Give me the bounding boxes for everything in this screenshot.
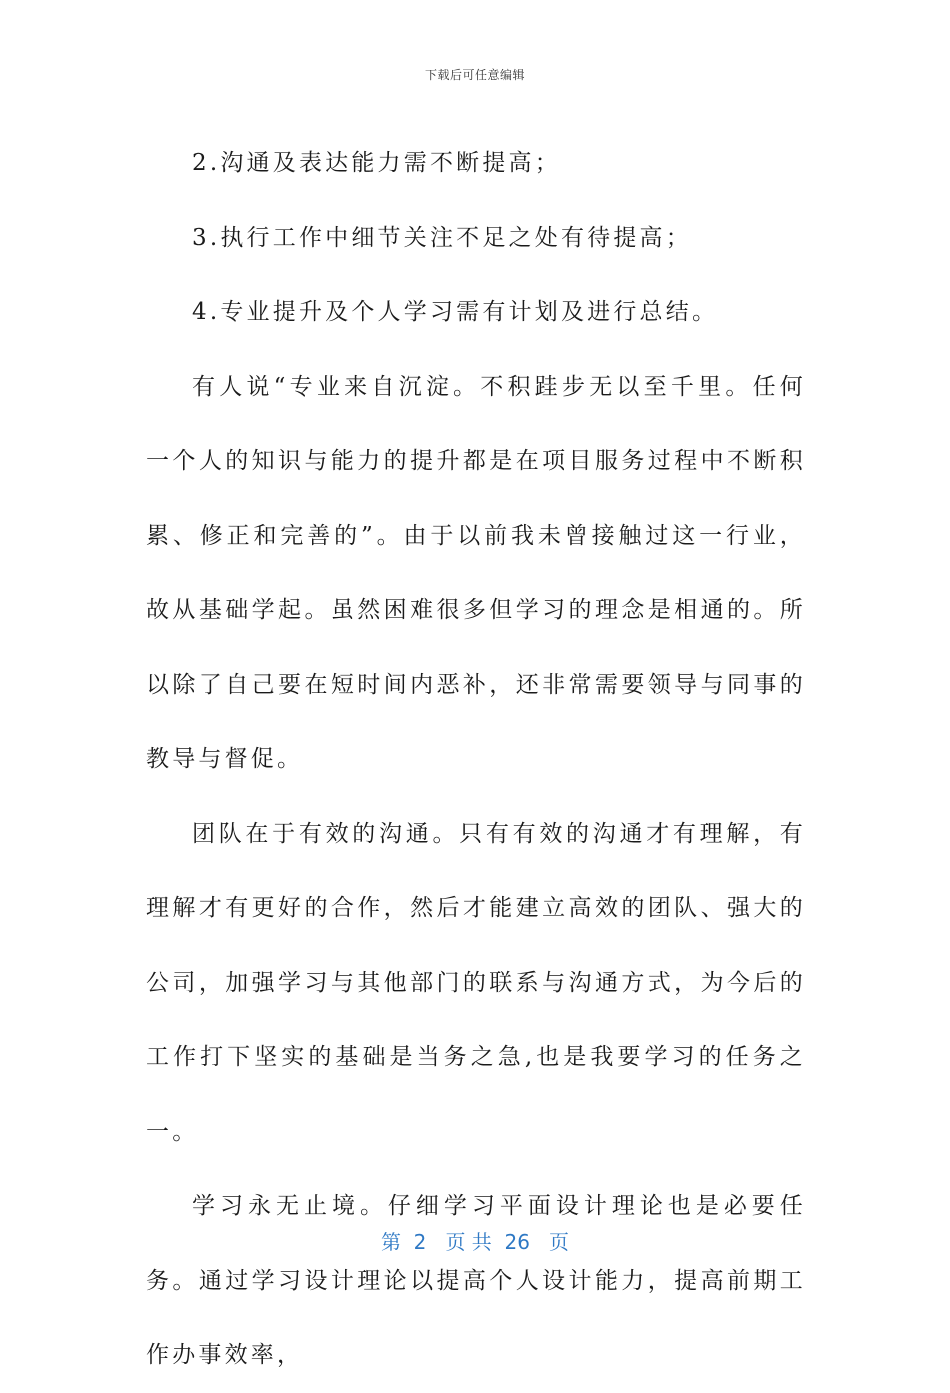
paragraph-3: 4.专业提升及个人学习需有计划及进行总结。 [192,299,719,325]
paragraph-4: 有人说“专业来自沉淀。不积跬步无以至千里。任何一个人的知识与能力的提升都是在项目服务过程中不断积累、修正和完善的”。由于以前我未曾接触过这一行业，故从基础学起。虽然困难很多但学习的理念是相通的。所以除了自己要在短时间内恶补，还非常需要领导与同事的教导与督促。 [146,373,806,772]
paragraph-5: 团队在于有效的沟通。只有有效的沟通才有理解，有理解才有更好的合作，然后才能建立高效的团队、强大的公司，加强学习与其他部门的联系与沟通方式，为今后的工作打下坚实的基础是当务之急,也是我要学习的任务之一。 [146,820,806,1145]
document-body [146,126,806,1393]
paragraph-6: 学习永无止境。仔细学习平面设计理论也是必要任务。通过学习设计理论以提高个人设计能力，提高前期工作办事效率， [146,1193,806,1368]
paragraph-1: 2.沟通及表达能力需不断提高； [192,150,561,176]
page-number-footer: 第 2 页 共 26 页 [380,1230,570,1254]
paragraph-2: 3.执行工作中细节关注不足之处有待提高； [192,224,692,251]
page-header-note: 下载后可任意编辑 [424,68,525,82]
